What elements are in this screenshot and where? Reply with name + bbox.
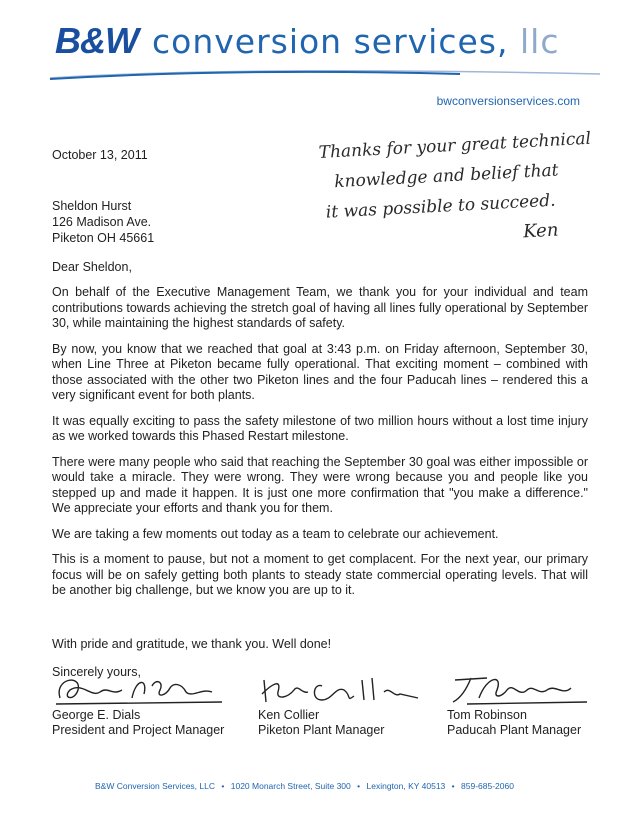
signatory-block: [258, 668, 428, 738]
recipient-city: Piketon OH 45661: [52, 231, 155, 245]
paragraph: This is a moment to pause, but not a moment to get complacent. For the next year, our primary focus will be on safely getting both plants to steady state commercial operating levels. That will be another big challenge, but we know you are up to it.: [52, 552, 588, 597]
footer-phone: 859-685-2060: [461, 781, 514, 791]
signatory-title: Piketon Plant Manager: [258, 723, 385, 737]
paragraph: On behalf of the Executive Management Team, we thank you for your individual and team contributions towards achieving the stretch goal of having all lines fully operational by September 30, while maintaining the highest standards of safety.: [52, 285, 588, 330]
footer-address: 1020 Monarch Street, Suite 300: [230, 781, 351, 791]
letterhead-swoosh: [40, 62, 610, 84]
signatory-title: President and Project Manager: [52, 723, 225, 737]
footer-company: B&W Conversion Services, LLC: [95, 781, 215, 791]
paragraph: By now, you know that we reached that goal at 3:43 p.m. on Friday afternoon, September 30, when Line Three at Piketon became fully operational. That exciting moment – combined with those associated with the other two Piketon lines and the four Paducah lines – rendered this a very significant event for both plants.: [52, 341, 588, 402]
footer-separator: •: [357, 781, 361, 791]
company-name-text: conversion services,: [151, 22, 509, 61]
signatory-title: Paducah Plant Manager: [447, 723, 582, 737]
signatory-block: [52, 668, 232, 738]
signoff: Sincerely yours,: [52, 665, 141, 679]
signatory-name: George E. Dials: [52, 708, 141, 722]
footer-separator: •: [221, 781, 225, 791]
handwritten-line-1: Thanks for your great technical: [318, 128, 592, 163]
company-suffix: llc: [519, 22, 560, 61]
salutation: Dear Sheldon,: [52, 260, 132, 274]
recipient-address: [52, 198, 154, 246]
handwritten-signature-image: [52, 668, 232, 708]
handwritten-signature-image: [258, 668, 428, 708]
letter-body: [52, 285, 588, 609]
recipient-street: 126 Madison Ave.: [52, 215, 152, 229]
handwritten-signature-image: [447, 668, 597, 708]
paragraph: It was equally exciting to pass the safety milestone of two million hours without a lost time injury as we worked towards this Phased Restart milestone.: [52, 413, 588, 443]
logo-mark: B&W: [55, 20, 138, 61]
footer-separator: •: [451, 781, 455, 791]
letter-footer: [95, 781, 514, 791]
paragraph: We are taking a few moments out today as a team to celebrate our achievement.: [52, 526, 499, 541]
handwritten-signature: Ken: [522, 219, 559, 243]
signatory-block: [447, 668, 597, 738]
footer-city: Lexington, KY 40513: [366, 781, 446, 791]
closing-line: With pride and gratitude, we thank you. Well done!: [52, 637, 332, 651]
handwritten-note: [318, 122, 624, 258]
company-website: bwconversionservices.com: [436, 94, 580, 108]
paragraph: There were many people who said that reaching the September 30 goal was either impossible or would take a miracle. They were wrong. They were wrong because you and people like you stepped up and made it happen. It is just one more confirmation that "you make a difference." We appreciate your efforts and thank you for them.: [52, 454, 588, 515]
handwritten-line-2: knowledge and belief that: [333, 160, 560, 193]
recipient-name: Sheldon Hurst: [52, 199, 132, 213]
signatory-name: Tom Robinson: [447, 708, 527, 722]
letter-date: October 13, 2011: [52, 148, 148, 162]
signatory-name: Ken Collier: [258, 708, 320, 722]
company-logo: [55, 20, 559, 62]
company-name: [152, 22, 559, 61]
handwritten-line-3: it was possible to succeed.: [325, 190, 557, 223]
